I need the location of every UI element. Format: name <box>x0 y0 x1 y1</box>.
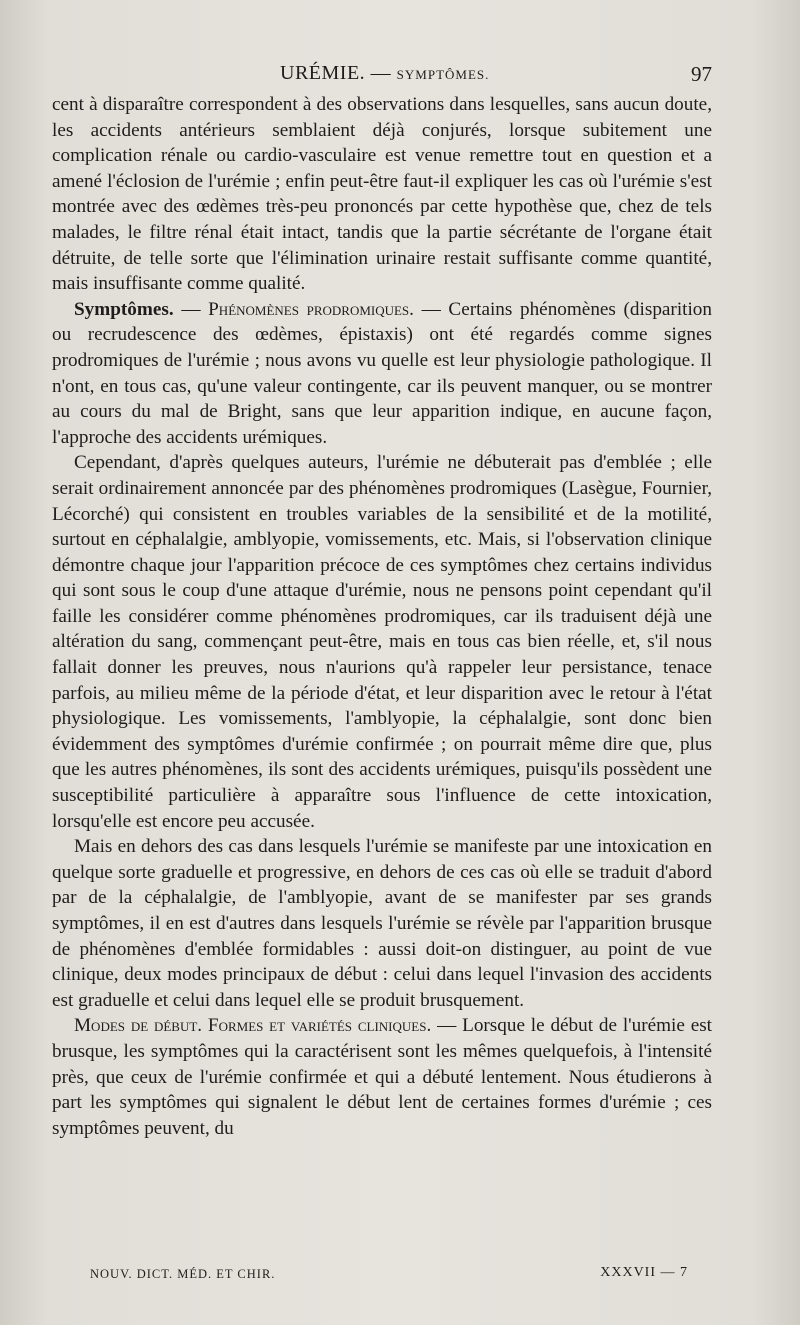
header-subtitle: SYMPTÔMES. <box>396 67 490 82</box>
subheading-modes-de-debut: Modes de début. Formes et variétés cliniques. — <box>74 1015 457 1037</box>
paragraph-4-text: Mais en dehors des cas dans lesquels l'urémie se manifeste par une intoxication en quelque sorte graduelle et progressive, en dehors de ces cas où elle se traduit d'abord par de la céphalalgie, de l'amblyopie, avant de se manifester par ses grands symptômes, il en est d'autres dans lesquels l'urémie se révèle par l'apparition brusque de phénomènes d'emblée formidables : aussi doit-on distinguer, au point de vue clinique, deux modes principaux de début : celui dans lequel l'invasion des accidents est graduelle et celui dans lequel elle se produit brusquement. <box>52 836 712 1011</box>
paragraph-2-text: Certains phénomènes (disparition ou recrudescence des œdèmes, épistaxis) ont été regardés comme signes prodromiques de l'urémie ; nous avons vu quelle est leur physiologie pathologique. Il n'ont, en tous cas, qu'une valeur contingente, car ils peuvent manquer, ou se montrer au cours du mal de Bright, sans que leur apparition indique, en aucune façon, l'approche des accidents urémiques. <box>52 298 712 448</box>
header-title: URÉMIE. <box>280 62 366 84</box>
running-title <box>280 62 489 85</box>
running-header <box>52 62 712 88</box>
page-footer <box>52 1265 712 1285</box>
subheading-phenomenes-prodromiques: — Phénomènes prodromiques. — <box>181 298 441 320</box>
footer-publication: NOUV. DICT. MÉD. ET CHIR. <box>90 1267 276 1281</box>
paragraph-5 <box>52 1013 712 1141</box>
paragraph-1-text: cent à disparaître correspondent à des observations dans lesquelles, sans aucun doute, les accidents antérieurs semblaient déjà conjurés, lorsque subitement une complication rénale ou cardio-vasculaire est venue remettre tout en question et a amené l'éclosion de l'urémie ; enfin peut-être faut-il expliquer les cas où l'urémie s'est montrée avec des œdèmes très-peu prononcés par cette hypothèse que, chez de tels malades, le filtre rénal était intact, tandis que la partie sécrétante de l'organe était détruite, de telle sorte que l'élimination urinaire restait suffisante comme quantité, mais insuffisante comme qualité. <box>52 94 712 295</box>
page-number: 97 <box>691 62 712 86</box>
paragraph-1 <box>52 92 712 297</box>
paragraph-3 <box>52 450 712 834</box>
body-text <box>52 92 712 1141</box>
paragraph-3-text: Cependant, d'après quelques auteurs, l'urémie ne débuterait pas d'emblée ; elle serait ordinairement annoncée par des phénomènes prodromiques (Lasègue, Fournier, Lécorché) qui consistent en troubles variables de la sensibilité et de la motilité, surtout en céphalalgie, amblyopie, vomissements, etc. Mais, si l'observation clinique démontre chaque jour l'apparition précoce de ces symptômes chez certains individus qui sont sous le coup d'une attaque d'urémie, nous ne pensons point cependant qu'il faille les considérer comme phénomènes prodromiques, car ils traduisent déjà une altération du sang, commençant peut-être, mais en tous cas bien réelle, et, s'il nous fallait donner les preuves, nous n'aurions qu'à rappeler leur persistance, tenace parfois, au milieu même de la période d'état, et leur disparition avec le retour à l'état physiologique. Les vomissements, l'amblyopie, la céphalalgie, sont donc bien évidemment des symptômes d'urémie confirmée ; on pourrait même dire que, plus que les autres phénomènes, ils sont des accidents urémiques, puisqu'ils possèdent une susceptibilité particulière à apparaître sous l'influence de cette intoxication, lorsqu'elle est encore peu accusée. <box>52 452 712 832</box>
footer-signature: XXXVII — 7 <box>600 1265 688 1280</box>
section-heading-symptomes: Symptômes. <box>74 298 174 320</box>
paragraph-2 <box>52 297 712 451</box>
paragraph-4 <box>52 834 712 1013</box>
header-dash: — <box>370 62 392 84</box>
paragraph-5-text: Lorsque le début de l'urémie est brusque, les symptômes qui la caractérisent sont les mêmes quelquefois, à l'intensité près, que ceux de l'urémie confirmée et qui a débuté lentement. Nous étudierons à part les symptômes qui signalent le début lent de certaines formes d'urémie ; ces symptômes peuvent, du <box>52 1015 713 1139</box>
